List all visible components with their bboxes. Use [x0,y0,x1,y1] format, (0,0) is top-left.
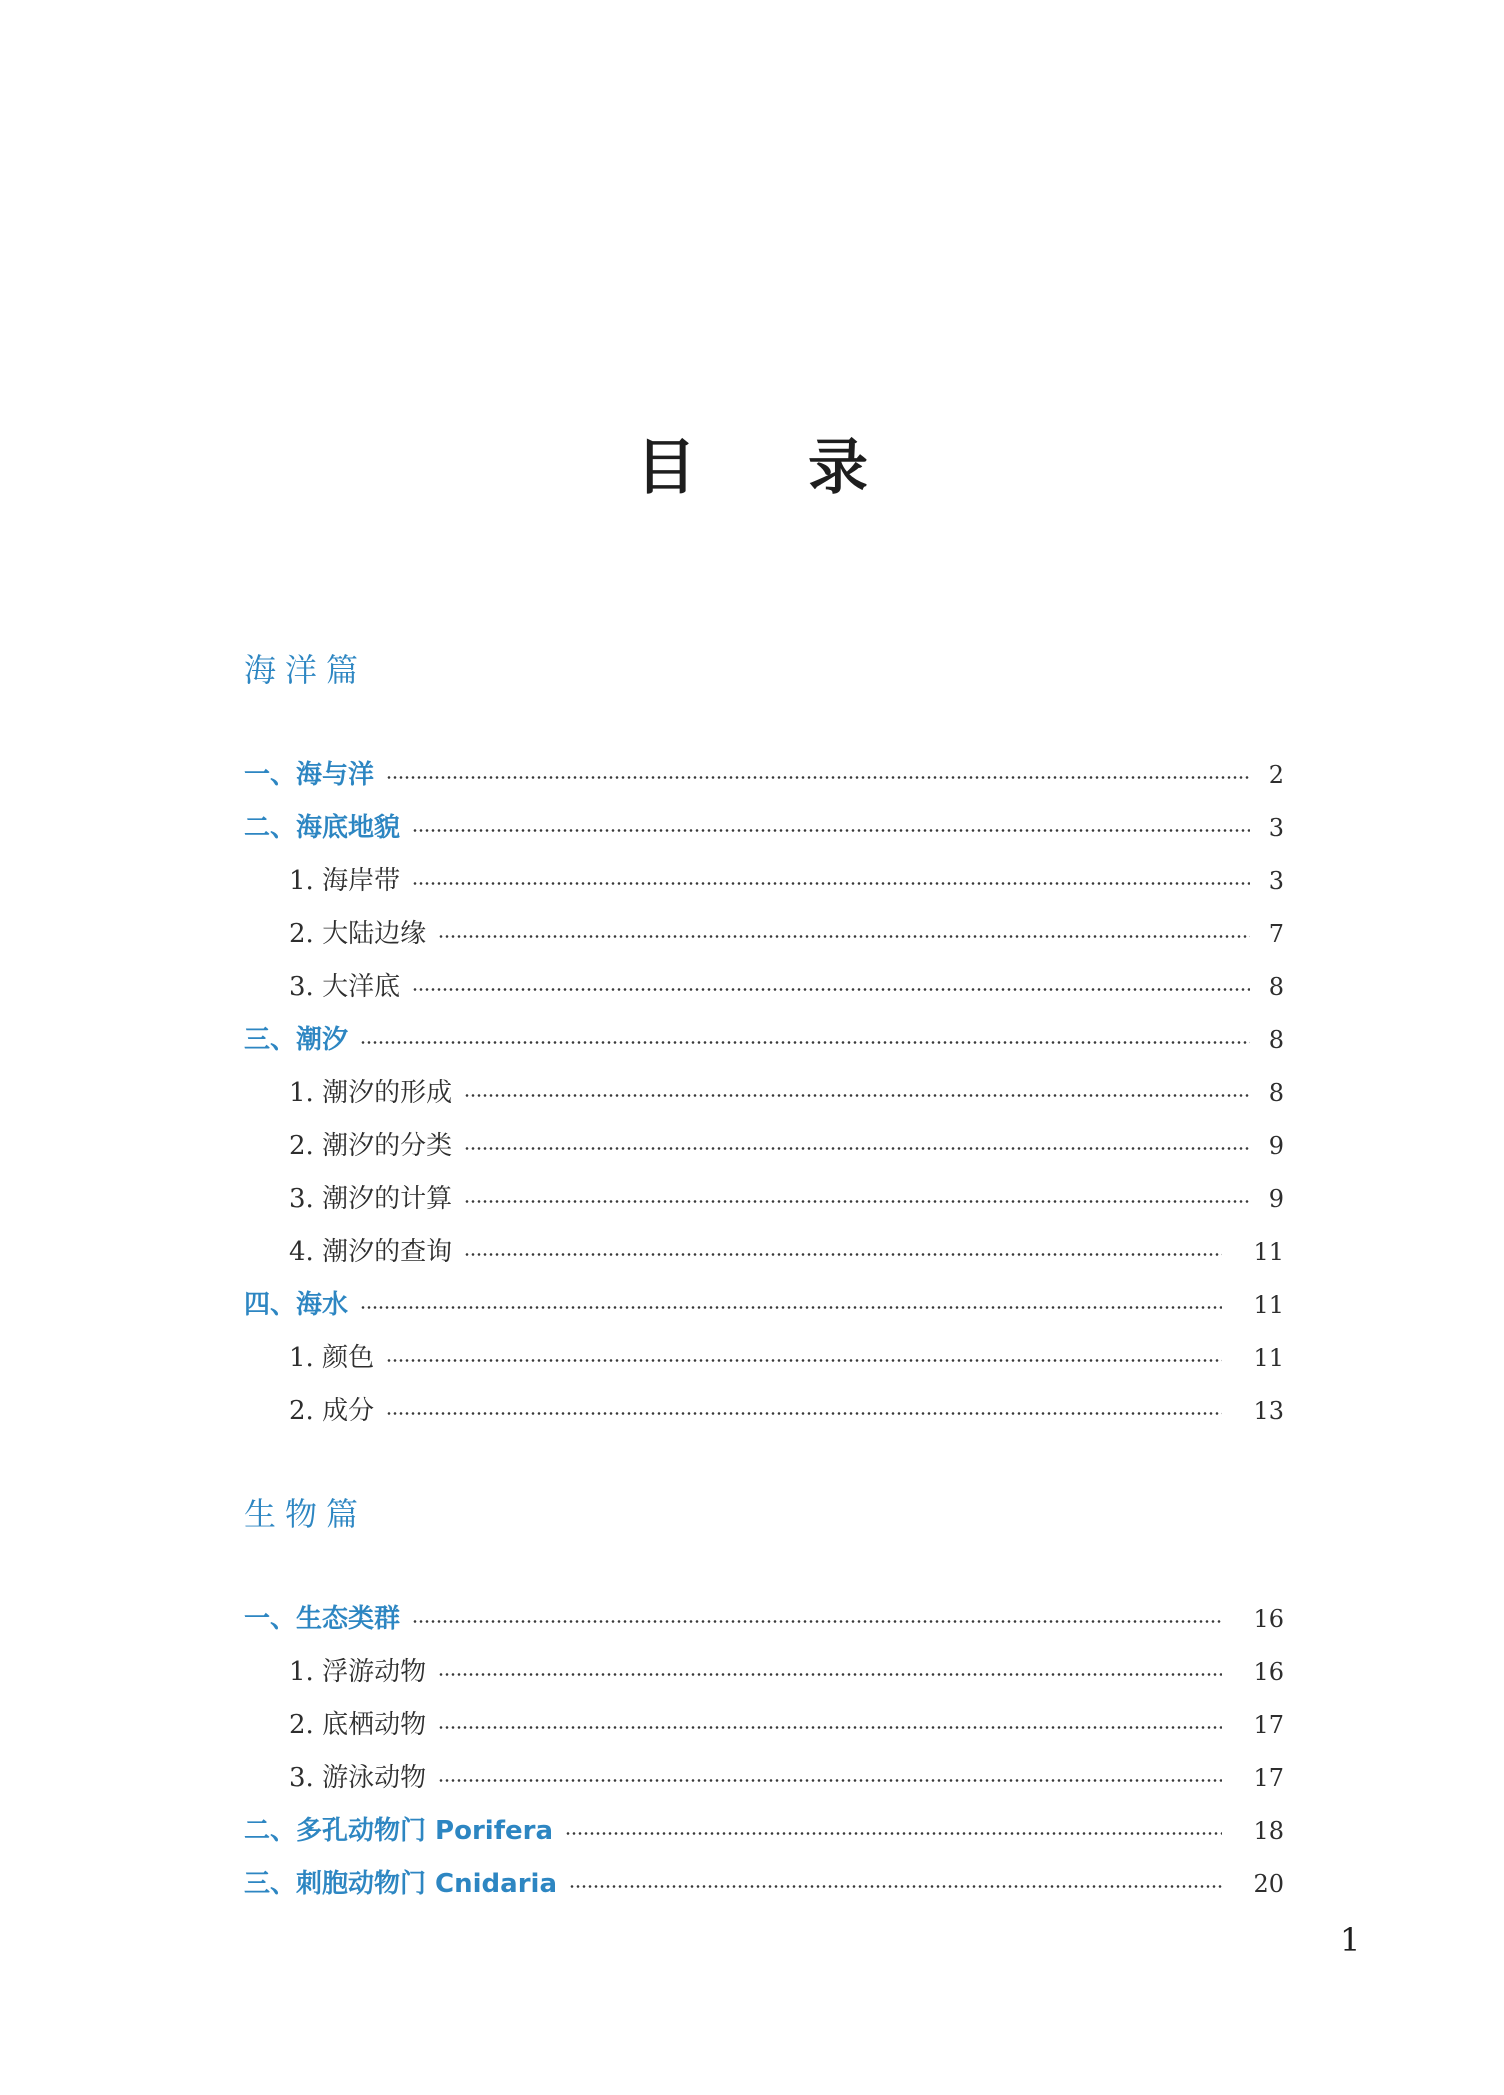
dot-leader [360,1306,1222,1309]
page-title [0,428,1504,508]
dot-leader [386,776,1250,779]
entry-page-number: 18 [1253,1816,1284,1845]
title-char-2: 录 [808,433,868,503]
toc-entry[interactable] [244,1331,1284,1384]
section-biology [244,1492,1284,1899]
entry-label: 四、海水 [244,1289,349,1320]
section-heading: 生物篇 [244,1495,368,1533]
section-ocean [244,648,1284,1426]
toc-entry[interactable] [244,1592,1284,1645]
entry-label: 3. 大洋底 [289,971,401,1002]
entry-label: 1. 潮汐的形成 [289,1077,453,1108]
dot-leader [386,1412,1222,1415]
entry-label: 1. 颜色 [289,1342,375,1373]
entry-page-number: 17 [1253,1763,1284,1792]
entry-page-number: 17 [1253,1710,1284,1739]
entry-label: 一、海与洋 [244,759,375,790]
dot-leader [464,1200,1250,1203]
entry-label: 3. 游泳动物 [289,1762,427,1793]
entry-page-number: 16 [1253,1657,1284,1686]
entry-label: 1. 海岸带 [289,865,401,896]
toc-entry[interactable] [244,1698,1284,1751]
dot-leader [412,829,1250,832]
dot-leader [565,1832,1222,1835]
dot-leader [412,988,1250,991]
toc-entry[interactable] [244,1751,1284,1804]
entry-label: 4. 潮汐的查询 [289,1236,453,1267]
entry-label: 1. 浮游动物 [289,1656,427,1687]
entry-page-number: 11 [1253,1290,1284,1319]
page-number: 1 [1340,1921,1361,1959]
entry-label: 三、潮汐 [244,1024,349,1055]
entry-page-number: 20 [1253,1869,1284,1898]
dot-leader [438,935,1250,938]
dot-leader [569,1885,1222,1888]
dot-leader [412,1620,1222,1623]
entry-page-number: 3 [1268,866,1284,895]
entry-page-number: 7 [1268,919,1284,948]
dot-leader [386,1359,1222,1362]
toc-entry[interactable] [244,748,1284,801]
entry-page-number: 2 [1268,760,1284,789]
entry-page-number: 9 [1268,1131,1284,1160]
dot-leader [438,1673,1222,1676]
title-char-1: 目 [636,433,696,503]
entry-page-number: 9 [1268,1184,1284,1213]
toc-entry[interactable] [244,907,1284,960]
entry-page-number: 13 [1253,1396,1284,1425]
toc-entry[interactable] [244,801,1284,854]
entry-page-number: 11 [1253,1343,1284,1372]
entry-page-number: 16 [1253,1604,1284,1633]
entry-label: 2. 潮汐的分类 [289,1130,453,1161]
toc-entry[interactable] [244,1804,1284,1857]
entry-label: 三、刺胞动物门 Cnidaria [244,1868,557,1899]
toc-entry[interactable] [244,1857,1284,1910]
entry-label: 二、多孔动物门 Porifera [244,1815,554,1846]
dot-leader [360,1041,1250,1044]
toc-entry[interactable] [244,1645,1284,1698]
entry-label: 2. 成分 [289,1395,375,1426]
toc-entry[interactable] [244,1013,1284,1066]
entry-page-number: 8 [1268,1025,1284,1054]
toc-entry[interactable] [244,1066,1284,1119]
toc-entry[interactable] [244,854,1284,907]
entry-page-number: 3 [1268,813,1284,842]
entry-label: 2. 底栖动物 [289,1709,427,1740]
entry-page-number: 8 [1268,972,1284,1001]
entry-label: 一、生态类群 [244,1603,401,1634]
dot-leader [438,1779,1222,1782]
dot-leader [464,1253,1222,1256]
dot-leader [464,1147,1250,1150]
dot-leader [412,882,1250,885]
toc-entry[interactable] [244,1278,1284,1331]
section-heading: 海洋篇 [244,651,368,689]
entry-page-number: 8 [1268,1078,1284,1107]
entry-label: 3. 潮汐的计算 [289,1183,453,1214]
toc-entry[interactable] [244,1172,1284,1225]
entry-label: 二、海底地貌 [244,812,401,843]
dot-leader [464,1094,1250,1097]
toc-entry[interactable] [244,960,1284,1013]
toc-entry[interactable] [244,1384,1284,1437]
entry-label: 2. 大陆边缘 [289,918,427,949]
toc-entry[interactable] [244,1225,1284,1278]
entry-page-number: 11 [1253,1237,1284,1266]
dot-leader [438,1726,1222,1729]
toc-entry[interactable] [244,1119,1284,1172]
